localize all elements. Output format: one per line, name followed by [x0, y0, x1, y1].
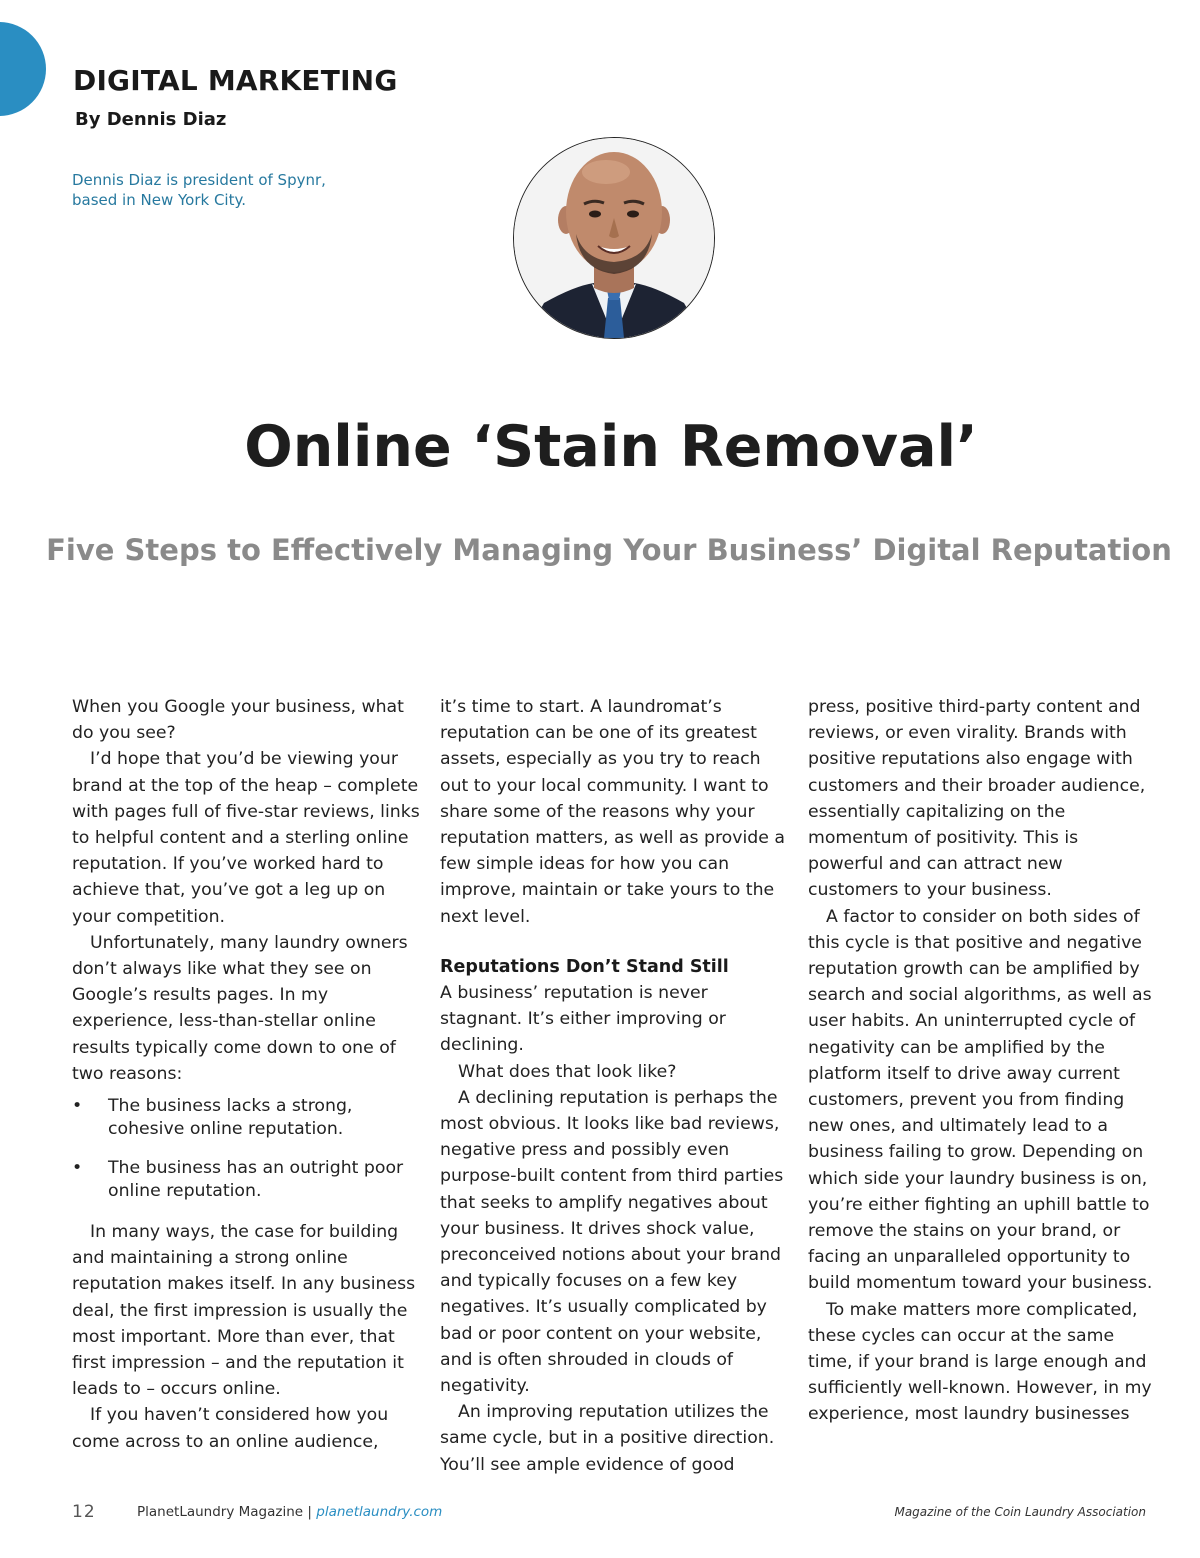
paragraph: press, positive third-party content and reviews, or even virality. Brands with positive reputations also engage with customers and their broader audience, essentially capitalizing on the momentum of positivity. This is powerful and can attract new customers to your business. — [808, 697, 1146, 901]
footer-separator: | — [307, 1504, 312, 1520]
paragraph: Unfortunately, many laundry owners don’t always like what they see on Google’s results pages. In my experience, less-than-stellar online results typically come down to one of two reasons: — [72, 932, 408, 1084]
section-heading: Reputations Don’t Stand Still — [440, 956, 729, 977]
paragraph: A factor to consider on both sides of this cycle is that positive and negative reputation growth can be amplified by search and social algorithms, as well as user habits. An uninterrupted cycle of negativity can be amplified by the platform itself to drive away current customers, prevent you from finding new ones, and ultimately lead to a business failing to grow. Depending on which side your laundry business is on, you’re either fighting an uphill battle to remove the stains on your brand, or facing an unparalleled opportunity to build momentum toward your business. — [808, 906, 1153, 1294]
author-bio — [72, 170, 372, 210]
author-bio-line: based in New York City. — [72, 191, 246, 209]
byline: By Dennis Diaz — [75, 109, 227, 130]
article-subtitle: Five Steps to Effectively Managing Your Business’ Digital Reputation — [46, 533, 1172, 567]
paragraph: When you Google your business, what do you see? — [72, 697, 404, 744]
paragraph: it’s time to start. A laundromat’s reputation can be one of its greatest assets, especially as you try to reach out to your local community. I want to share some of the reasons why your reputation matters, as well as provide a few simple ideas for how you can improve, maintain or take yours to the next level. — [440, 697, 785, 927]
article-column-2 — [440, 694, 786, 1478]
corner-accent-circle — [0, 22, 46, 116]
article-column-1 — [72, 694, 420, 1455]
page-number: 12 — [72, 1502, 96, 1522]
bullet-item: • The business lacks a strong, cohesive online reputation. — [72, 1095, 420, 1140]
portrait-illustration — [514, 138, 714, 338]
paragraph: An improving reputation utilizes the same cycle, but in a positive direction. You’ll see ample evidence of good — [440, 1402, 775, 1475]
magazine-url-link[interactable]: planetlaundry.com — [316, 1504, 443, 1520]
paragraph: In many ways, the case for building and maintaining a strong online reputation makes itself. In any business deal, the first impression is usually the most important. More than ever, that first impression – and the reputation it leads to – occurs online. — [72, 1222, 416, 1400]
article-column-3 — [808, 694, 1158, 1428]
author-portrait — [513, 137, 715, 339]
magazine-name: PlanetLaundry Magazine — [137, 1504, 304, 1520]
article-title: Online ‘Stain Removal’ — [244, 414, 978, 480]
bullet-list — [72, 1095, 420, 1202]
bullet-item: • The business has an outright poor online reputation. — [72, 1157, 420, 1202]
paragraph: A declining reputation is perhaps the most obvious. It looks like bad reviews, negative press and possibly even purpose-built content from third parties that seeks to amplify negatives about your business. It drives shock value, preconceived notions about your brand and typically focuses on a few key negatives. It’s usually complicated by bad or poor content on your website, and is often shrouded in clouds of negativity. — [440, 1087, 784, 1397]
paragraph: What does that look like? — [458, 1061, 677, 1082]
paragraph: A business’ reputation is never stagnant. It’s either improving or declining. — [440, 983, 726, 1056]
footer-tagline: Magazine of the Coin Laundry Association — [894, 1505, 1146, 1519]
paragraph: To make matters more complicated, these cycles can occur at the same time, if your brand is large enough and sufficiently well-known. However, in my experience, most laundry businesses — [808, 1299, 1152, 1425]
paragraph: If you haven’t considered how you come across to an online audience, — [72, 1405, 389, 1452]
author-bio-line: Dennis Diaz is president of Spynr, — [72, 171, 326, 189]
section-title: DIGITAL MARKETING — [73, 64, 398, 97]
paragraph: I’d hope that you’d be viewing your brand at the top of the heap – complete with pages full of five-star reviews, links to helpful content and a sterling online reputation. If you’ve worked hard to achieve that, you’ve got a leg up on your competition. — [72, 749, 420, 927]
footer-magazine — [137, 1504, 442, 1520]
